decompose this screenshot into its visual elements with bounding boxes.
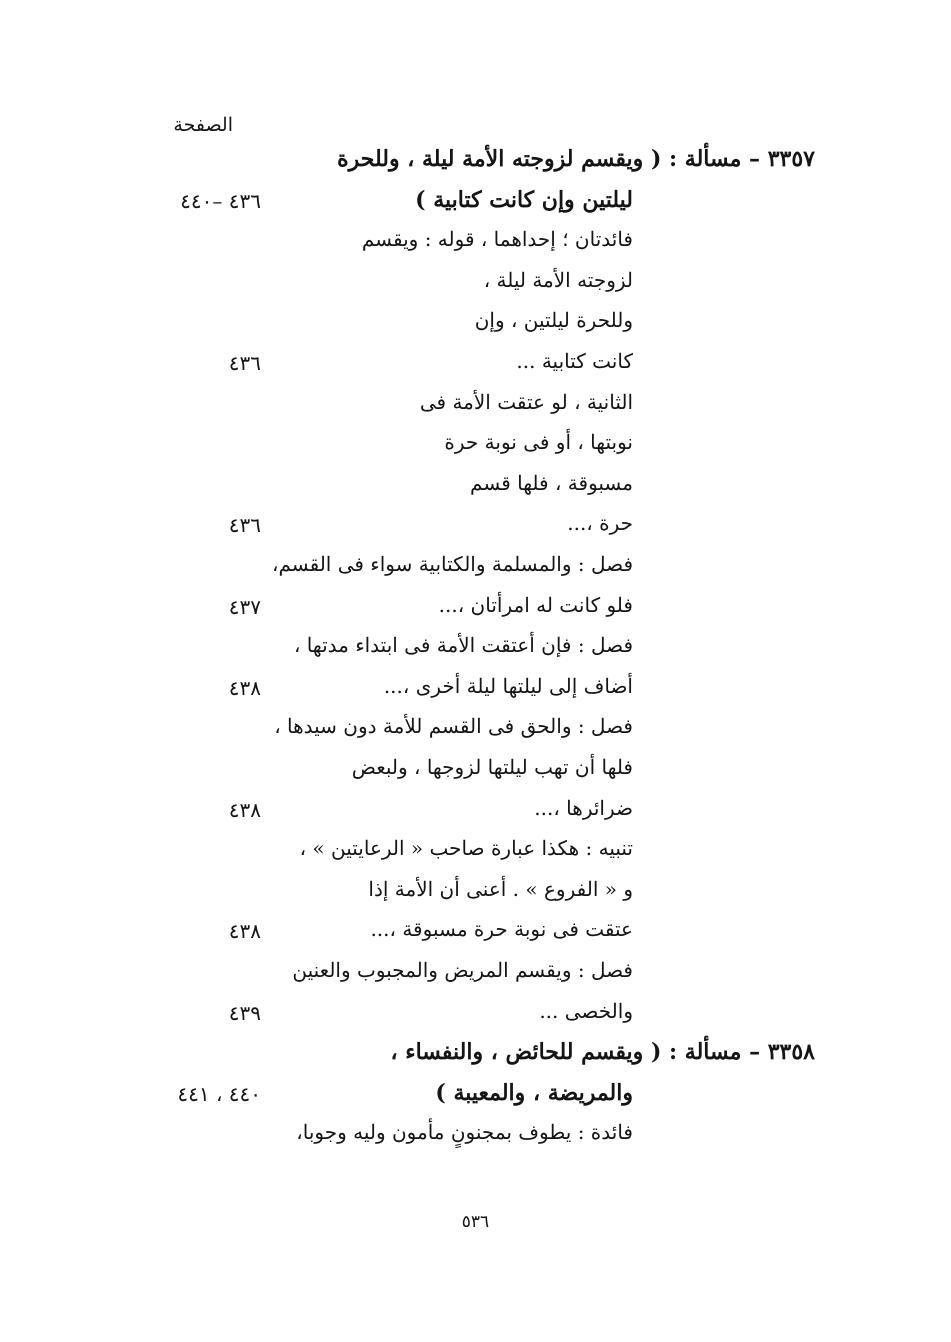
page-reference: ٤٣٨ (228, 676, 261, 700)
page-reference: ٤٣٦ (228, 513, 261, 537)
index-line: وللحرة ليلتين ، وإن (474, 308, 633, 332)
index-heading: ٣٣٥٧ – مسألة : ( ويقسم لزوجته الأمة ليلة ، وللحرة (337, 146, 815, 172)
index-line: حرة ،... (567, 511, 633, 535)
index-line: نوبتها ، أو فى نوبة حرة (444, 430, 633, 454)
page-reference: ٤٣٧ (228, 595, 261, 619)
index-heading: والمريضة ، والمعيبة ) (435, 1080, 633, 1106)
page-reference: ٤٣٦ (228, 351, 261, 375)
index-line: فلها أن تهب ليلتها لزوجها ، ولبعض (351, 755, 633, 779)
index-line: لزوجته الأمة ليلة ، (483, 268, 633, 292)
index-line: فصل : ويقسم المريض والمجبوب والعنين (292, 958, 633, 982)
index-line: فلو كانت له امرأتان ،... (438, 593, 633, 617)
index-line: مسبوقة ، فلها قسم (470, 471, 633, 495)
page-reference: ٤٤٠ ، ٤٤١ (177, 1082, 261, 1106)
index-line: فصل : والمسلمة والكتابية سواء فى القسم، (271, 552, 633, 576)
index-line: أضاف إلى ليلتها ليلة أخرى ،... (383, 674, 633, 698)
page-reference: ٤٣٩ (228, 1001, 261, 1025)
index-line: الثانية ، لو عتقت الأمة فى (419, 390, 633, 414)
index-line: و « الفروع » . أعنى أن الأمة إذا (368, 877, 633, 901)
index-line: كانت كتابية ... (516, 349, 633, 373)
index-line: فائدتان ؛ إحداهما ، قوله : ويقسم (361, 227, 633, 251)
page-number: ٥٣٦ (461, 1212, 490, 1232)
page-column-header: الصفحة (173, 114, 233, 136)
index-line: ضرائرها ،... (534, 796, 633, 820)
index-line: فصل : والحق فى القسم للأمة دون سيدها ، (274, 714, 633, 738)
index-line: فصل : فإن أعتقت الأمة فى ابتداء مدتها ، (293, 633, 633, 657)
page-reference: ٤٣٦ –٤٤٠ (180, 189, 261, 213)
index-line: تنبيه : هكذا عبارة صاحب « الرعايتين » ، (299, 836, 633, 860)
index-heading: ٣٣٥٨ – مسألة : ( ويقسم للحائض ، والنفساء ، (390, 1039, 815, 1065)
index-line: والخصى ... (539, 999, 633, 1023)
index-line: فائدة : يطوف بمجنونٍ مأمون وليه وجوبا، (296, 1120, 633, 1144)
index-heading: ليلتين وإن كانت كتابية ) (415, 187, 633, 213)
page-reference: ٤٣٨ (228, 919, 261, 943)
index-line: عتقت فى نوبة حرة مسبوقة ،... (370, 917, 633, 941)
page-reference: ٤٣٨ (228, 798, 261, 822)
